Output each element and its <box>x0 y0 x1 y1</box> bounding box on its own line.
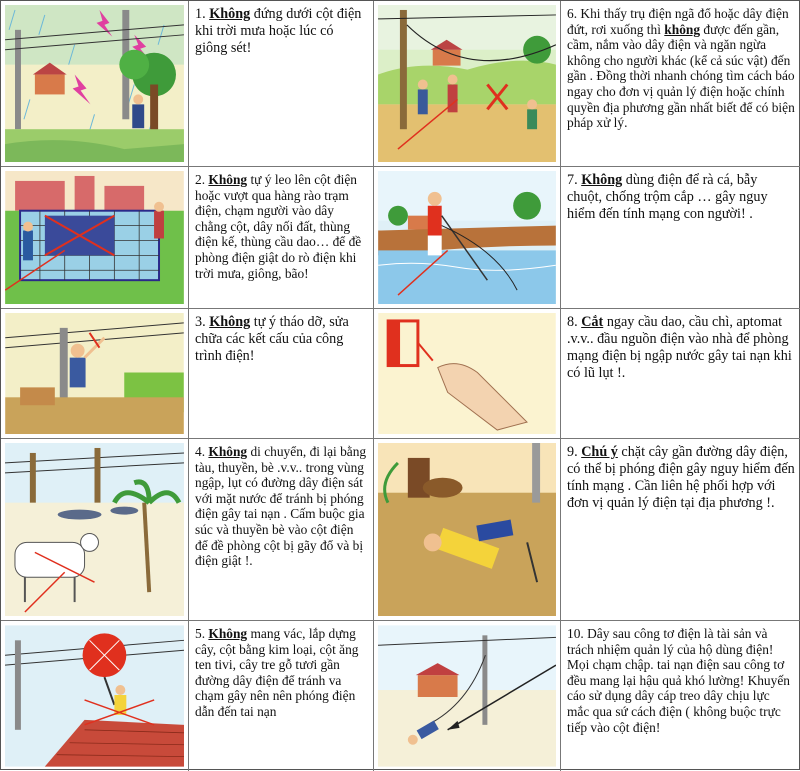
rule-10-text: 10. Dây sau công tơ điện là tài sản và trách nhiệm quản lý của hộ dùng điện! Mọi chạm chập. tai nạn điện sau công tơ đều mang lại hậu quả khó lường! Khuyến cáo sử dụng dây cáp treo dây chịu lực mắc qua sứ cách điện ( không buộc trực tiếp vào cột điện! <box>567 626 790 735</box>
illustration-10-meter-wire <box>374 621 561 771</box>
thunderstorm-illustration <box>5 5 184 162</box>
antenna-illustration <box>5 625 184 767</box>
fallen-pole-illustration <box>378 5 556 162</box>
flood-illustration <box>5 443 184 616</box>
rule-4-text: 4. Không di chuyển, đi lại bằng tàu, thuyền, bè .v.v.. trong vùng ngập, lụt có đường dây điện sát với mặt nước để tránh bị phóng điện gây tai nạn . Cấm buộc gia súc và thuyền bè vào cột điện để đề phòng cột bị gãy đổ và bị điện giật !. <box>189 439 374 621</box>
substation-illustration <box>5 171 184 304</box>
switch-illustration <box>378 313 556 434</box>
rule-2-text: 2. Không tự ý leo lên cột điện hoặc vượt qua hàng rào trạm điện, chạm người vào dây chằng cột, dây nối đất, thùng điện kế, thùng cầu dao… để đề phòng điện giật do rò điện khi trời mưa, giông, bão! <box>189 167 374 309</box>
fishing-illustration <box>378 171 556 304</box>
illustration-3-repair <box>1 309 189 439</box>
illustration-9-tree-cutting <box>374 439 561 621</box>
illustration-4-flood <box>1 439 189 621</box>
rule-9-text: 9. Chú ý chặt cây gần đường dây điện, có thể bị phóng điện gây nguy hiểm đến tính mạng . Cần liên hệ phối hợp với đơn vị quản lý điện tại địa phương !. <box>561 439 800 621</box>
meter-wire-illustration <box>378 625 556 767</box>
rule-1-text: 1. Không đứng dưới cột điện khi trời mưa hoặc lúc có giông sét! <box>189 1 374 167</box>
illustration-2-substation <box>1 167 189 309</box>
rule-6-text: 6. Khi thấy trụ điện ngã đổ hoặc dây điện đứt, rơi xuống thì không được đến gần, cầm, nắm vào dây điện và ngăn ngừa không cho người khác (kể cả súc vật) đến gần . Đồng thời nhanh chóng tìm cách báo ngay cho đơn vị quản lý điện hoặc chính quyền địa phương gần nhất biết để có biện pháp xử lý. <box>561 1 800 167</box>
rule-5-text: 5. Không mang vác, lắp dựng cây, cột bằng kim loại, cột ăng ten tivi, cây tre gỗ tươi gần đường dây điện để tránh va chạm gây nên nên phóng điện dẫn đến tai nạn <box>189 621 374 771</box>
rule-7-text: 7. Không dùng điện để rà cá, bẫy chuột, chống trộm cắp … gây nguy hiểm đến tính mạng con người! . <box>561 167 800 309</box>
rule-3-text: 3. Không tự ý tháo dỡ, sửa chữa các kết cấu của công trình điện! <box>189 309 374 439</box>
illustration-5-antenna <box>1 621 189 771</box>
illustration-7-fishing <box>374 167 561 309</box>
illustration-8-switch <box>374 309 561 439</box>
repair-illustration <box>5 313 184 434</box>
illustration-1-thunderstorm <box>1 1 189 167</box>
tree-cutting-illustration <box>378 443 556 616</box>
illustration-6-fallen-pole <box>374 1 561 167</box>
rule-8-text: 8. Cắt ngay cầu dao, cầu chì, aptomat .v.v.. đầu nguồn điện vào nhà để phòng mạng điện bị ngập nước gây tai nạn khi có lũ lụt !. <box>561 309 800 439</box>
